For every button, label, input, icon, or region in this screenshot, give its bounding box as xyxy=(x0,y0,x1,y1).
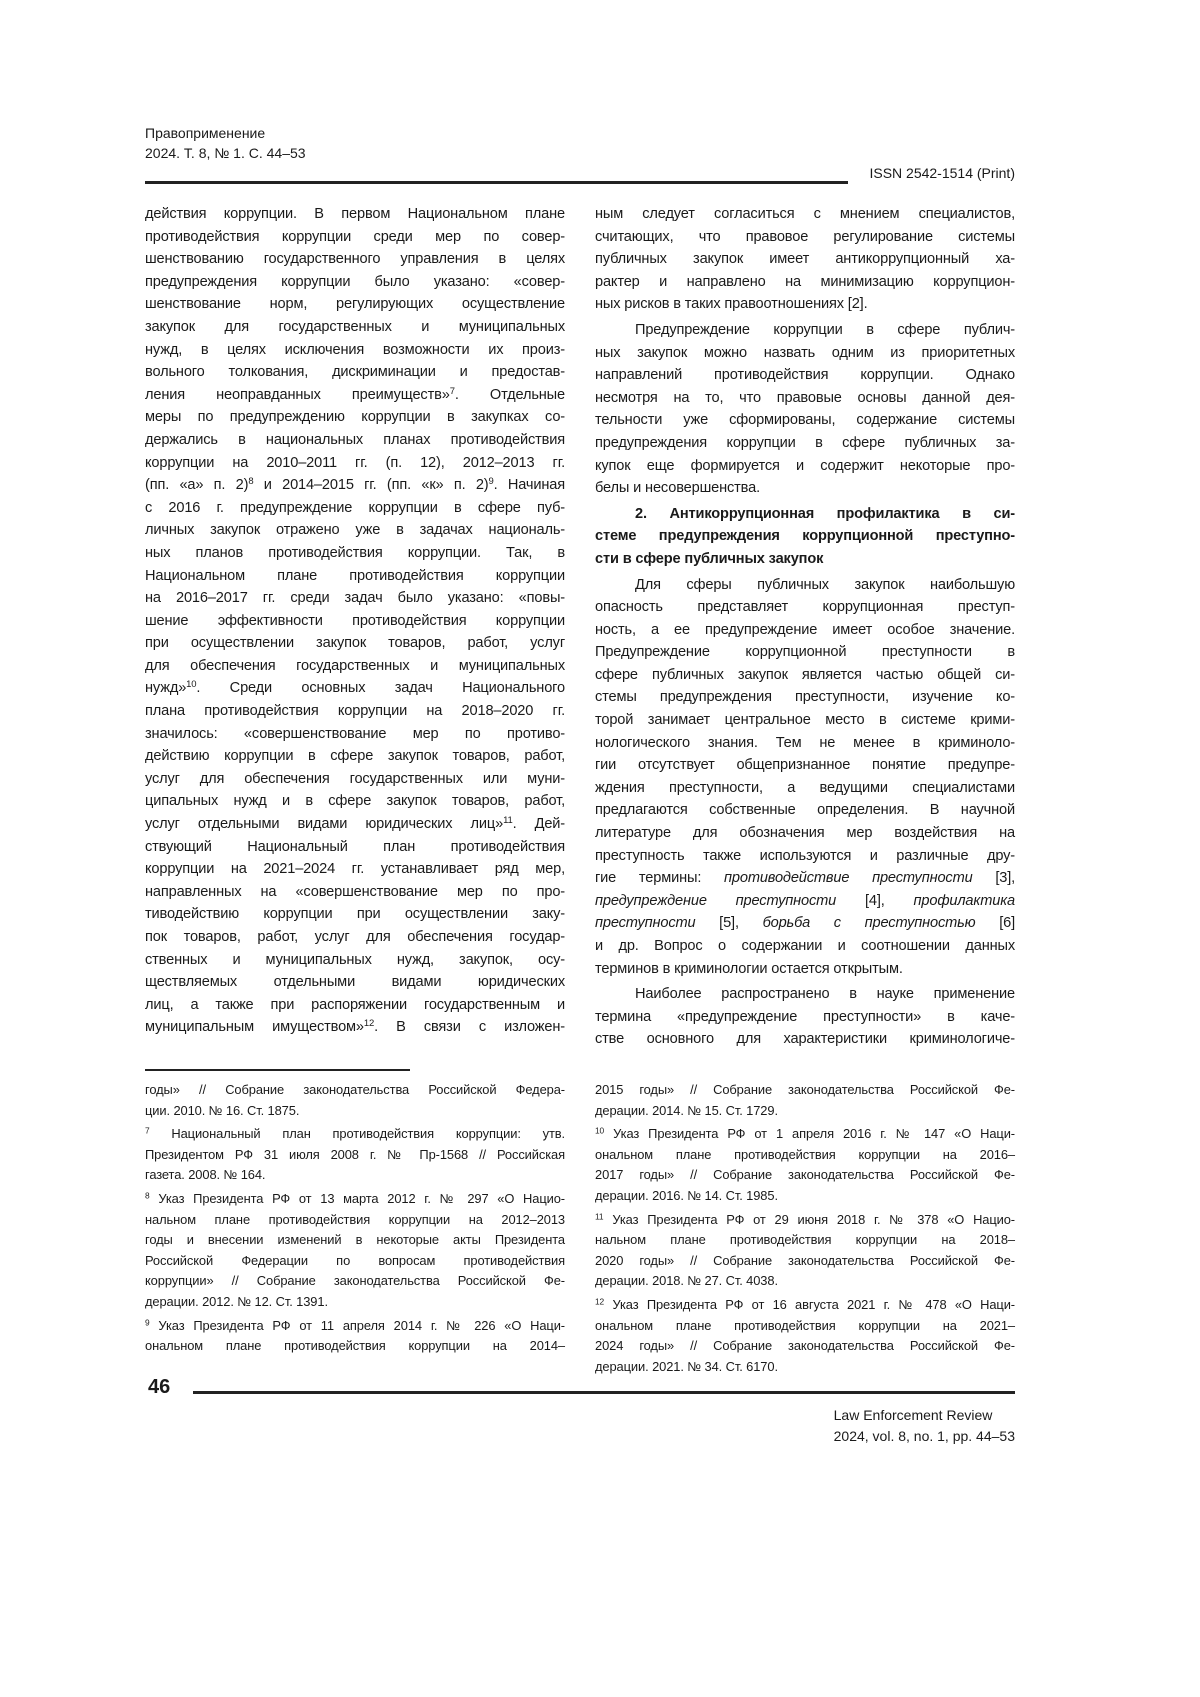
text-line: коррупции на 2021–2024 гг. устанавливает ряд мер, xyxy=(145,858,565,881)
text-line: Президентом РФ 31 июля 2008 г. № Пр-1568 // Российская xyxy=(145,1145,565,1166)
text-line: ональном плане противодействия коррупции на 2014– xyxy=(145,1336,565,1357)
text-line: ность, а ее предупреждение имеет особое значение. xyxy=(595,619,1015,642)
body-left-column xyxy=(145,203,565,1039)
italic-term: преступности xyxy=(595,915,695,931)
text-line: стеме предупреждения коррупционной преступно- xyxy=(595,525,1015,548)
text-line: при осуществлении закупок товаров, работ, услуг xyxy=(145,632,565,655)
footnote-ref: 10 xyxy=(186,679,196,690)
text-line: термина «предупреждение преступности» в каче- xyxy=(595,1006,1015,1029)
text-line: личных закупок отражено уже в задачах националь- xyxy=(145,519,565,542)
footnotes-left xyxy=(145,1080,565,1357)
text-line: торой занимает центральное место в системе крими- xyxy=(595,709,1015,732)
paragraph xyxy=(595,1295,1015,1377)
text-line: газета. 2008. № 164. xyxy=(145,1165,565,1186)
text-line: услуг для обеспечения государственных или муни- xyxy=(145,768,565,791)
text-line: значилось: «совершенствование мер по противо- xyxy=(145,723,565,746)
text-line: нужд»10. Среди основных задач Национального xyxy=(145,677,565,700)
paragraph xyxy=(145,1080,565,1121)
text-line: считающих, что правовое регулирование системы xyxy=(595,226,1015,249)
text-line: дерации. 2016. № 14. Ст. 1985. xyxy=(595,1186,1015,1207)
text-line: вольного толкования, дискриминации и предостав- xyxy=(145,361,565,384)
paragraph xyxy=(145,203,565,1039)
text-line: 11 Указ Президента РФ от 29 июня 2018 г. № 378 «О Нацио- xyxy=(595,1210,1015,1231)
text-line: белы и несовершенства. xyxy=(595,477,1015,500)
text-line: предупреждения коррупции было указано: «совер- xyxy=(145,271,565,294)
footnote-ref: 11 xyxy=(503,815,513,826)
text-line: 2017 годы» // Собрание законодательства Российской Фе- xyxy=(595,1165,1015,1186)
text-line: услуг отдельными видами юридических лиц»11. Дей- xyxy=(145,813,565,836)
text-line: закупок для государственных и муниципальных xyxy=(145,316,565,339)
text-line: Наиболее распространено в науке применение xyxy=(595,983,1015,1006)
italic-term: борьба с преступностью xyxy=(763,915,976,931)
text-line: ствующий Национальный план противодействия xyxy=(145,836,565,859)
text-line: 12 Указ Президента РФ от 16 августа 2021 г. № 478 «О Наци- xyxy=(595,1295,1015,1316)
text-line: 2. Антикоррупционная профилактика в си- xyxy=(595,503,1015,526)
text-line: Предупреждение коррупционной преступности в xyxy=(595,641,1015,664)
paragraph xyxy=(145,1316,565,1357)
italic-term: профилактика xyxy=(914,893,1015,909)
footnote-separator xyxy=(145,1069,410,1071)
text-line: муниципальным имуществом»12. В связи с изложен- xyxy=(145,1016,565,1039)
footnote-ref: 10 xyxy=(595,1126,604,1136)
header-rule xyxy=(145,181,848,184)
text-line: предлагаются собственные определения. В научной xyxy=(595,799,1015,822)
footnote-ref: 9 xyxy=(145,1317,150,1327)
text-line: Предупреждение коррупции в сфере публич- xyxy=(595,319,1015,342)
text-line: дерации. 2018. № 27. Ст. 4038. xyxy=(595,1271,1015,1292)
text-line: 9 Указ Президента РФ от 11 апреля 2014 г. № 226 «О Наци- xyxy=(145,1316,565,1337)
section-heading xyxy=(595,503,1015,571)
text-line: стве основного для характеристики криминологиче- xyxy=(595,1028,1015,1051)
text-line: терминов в криминологии остается открытым. xyxy=(595,958,1015,981)
text-line: сти в сфере публичных закупок xyxy=(595,548,1015,571)
text-line: ления неоправданных преимуществ»7. Отдельные xyxy=(145,384,565,407)
issn: ISSN 2542-1514 (Print) xyxy=(869,163,1015,183)
text-line: годы» // Собрание законодательства Российской Федера- xyxy=(145,1080,565,1101)
text-line: нальном плане противодействия коррупции на 2012–2013 xyxy=(145,1210,565,1231)
text-line: 7 Национальный план противодействия коррупции: утв. xyxy=(145,1124,565,1145)
text-line: направленных на «совершенствование мер по про- xyxy=(145,881,565,904)
text-line: шенствованию государственного управления в целях xyxy=(145,248,565,271)
text-line: держались в национальных планах противодействия xyxy=(145,429,565,452)
text-line: гии отсутствует общепризнанное понятие предупре- xyxy=(595,754,1015,777)
text-line: противодействия коррупции среди мер по совер- xyxy=(145,226,565,249)
text-line: плана противодействия коррупции на 2018–2020 гг. xyxy=(145,700,565,723)
text-line: ных планов противодействия коррупции. Так, в xyxy=(145,542,565,565)
text-line: направлений противодействия коррупции. Однако xyxy=(595,364,1015,387)
page-number: 46 xyxy=(148,1376,170,1399)
text-line: опасность представляет коррупционная преступ- xyxy=(595,596,1015,619)
paragraph xyxy=(595,319,1015,500)
footer-rule xyxy=(193,1391,1015,1394)
text-line: ществляемых отдельными видами юридических xyxy=(145,971,565,994)
text-line: лиц, а также при распоряжении государственным и xyxy=(145,994,565,1017)
journal-title-en: Law Enforcement Review xyxy=(834,1405,1015,1426)
footnote-ref: 7 xyxy=(145,1126,150,1136)
footnote-ref: 9 xyxy=(489,476,494,487)
text-line: дерации. 2014. № 15. Ст. 1729. xyxy=(595,1101,1015,1122)
text-line: 8 Указ Президента РФ от 13 марта 2012 г. № 297 «О Нацио- xyxy=(145,1189,565,1210)
running-footer xyxy=(834,1405,1015,1447)
journal-title: Правоприменение xyxy=(145,123,306,143)
text-line: ных закупок можно назвать одним из приоритетных xyxy=(595,342,1015,365)
paragraph xyxy=(595,1210,1015,1292)
paragraph xyxy=(145,1189,565,1313)
text-line: ции. 2010. № 16. Ст. 1875. xyxy=(145,1101,565,1122)
paragraph xyxy=(145,1124,565,1186)
text-line: 2024 годы» // Собрание законодательства Российской Фе- xyxy=(595,1336,1015,1357)
text-line: с 2016 г. предупреждение коррупции в сфере пуб- xyxy=(145,497,565,520)
footnote-ref: 12 xyxy=(364,1018,374,1029)
text-line: нологического знания. Тем не менее в криминоло- xyxy=(595,732,1015,755)
footnote-ref: 12 xyxy=(595,1296,604,1306)
text-line: 10 Указ Президента РФ от 1 апреля 2016 г. № 147 «О Наци- xyxy=(595,1124,1015,1145)
text-line: ональном плане противодействия коррупции на 2021– xyxy=(595,1316,1015,1337)
text-line: действию коррупции в сфере закупок товаров, работ, xyxy=(145,745,565,768)
text-line: шение эффективности противодействия коррупции xyxy=(145,610,565,633)
italic-term: противодействие преступности xyxy=(724,870,973,886)
text-line: на 2016–2017 гг. среди задач было указано: «повы- xyxy=(145,587,565,610)
text-line: предупреждение преступности [4], профилактика xyxy=(595,890,1015,913)
paragraph xyxy=(595,574,1015,981)
text-line: дерации. 2021. № 34. Ст. 6170. xyxy=(595,1357,1015,1378)
text-line: Для сферы публичных закупок наибольшую xyxy=(595,574,1015,597)
text-line: действия коррупции. В первом Национальном плане xyxy=(145,203,565,226)
issue-info-en: 2024, vol. 8, no. 1, pp. 44–53 xyxy=(834,1426,1015,1447)
paragraph xyxy=(595,1080,1015,1121)
body-right-column xyxy=(595,203,1015,1051)
paragraph xyxy=(595,1124,1015,1206)
issue-info: 2024. Т. 8, № 1. С. 44–53 xyxy=(145,143,306,163)
footnote-ref: 8 xyxy=(145,1190,150,1200)
text-line: ональном плане противодействия коррупции на 2016– xyxy=(595,1145,1015,1166)
text-line: ным следует согласиться с мнением специалистов, xyxy=(595,203,1015,226)
text-line: коррупции на 2010–2011 гг. (п. 12), 2012–2013 гг. xyxy=(145,452,565,475)
running-header xyxy=(145,123,306,163)
footnotes-right xyxy=(595,1080,1015,1377)
text-line: ждения преступности, а ведущими специалистами xyxy=(595,777,1015,800)
text-line: пок товаров, работ, услуг для обеспечения государ- xyxy=(145,926,565,949)
text-line: годы и внесении изменений в некоторые акты Президента xyxy=(145,1230,565,1251)
paragraph xyxy=(595,983,1015,1051)
text-line: Российской Федерации по вопросам противодействия xyxy=(145,1251,565,1272)
text-line: купок еще формируется и содержит некоторые про- xyxy=(595,455,1015,478)
text-line: публичных закупок имеет антикоррупционный ха- xyxy=(595,248,1015,271)
text-line: нальном плане противодействия коррупции на 2018– xyxy=(595,1230,1015,1251)
footnote-ref: 11 xyxy=(595,1211,604,1221)
text-line: дерации. 2012. № 12. Ст. 1391. xyxy=(145,1292,565,1313)
text-line: тиводействию коррупции при осуществлении заку- xyxy=(145,903,565,926)
text-line: ципальных нужд и в сфере закупок товаров, работ, xyxy=(145,790,565,813)
text-line: несмотря на то, что правовые основы данной дея- xyxy=(595,387,1015,410)
text-line: рактер и направлено на минимизацию коррупцион- xyxy=(595,271,1015,294)
text-line: стемы предупреждения преступности, изучение ко- xyxy=(595,686,1015,709)
text-line: для обеспечения государственных и муниципальных xyxy=(145,655,565,678)
footnote-ref: 8 xyxy=(248,476,253,487)
italic-term: предупреждение преступности xyxy=(595,893,836,909)
text-line: Национальном плане противодействия коррупции xyxy=(145,565,565,588)
text-line: 2020 годы» // Собрание законодательства Российской Фе- xyxy=(595,1251,1015,1272)
text-line: нужд, в целях исключения возможности их произ- xyxy=(145,339,565,362)
text-line: сфере публичных закупок является частью общей си- xyxy=(595,664,1015,687)
text-line: шенствование норм, регулирующих осуществление xyxy=(145,293,565,316)
text-line: тельности уже сформированы, содержание системы xyxy=(595,409,1015,432)
text-line: гие термины: противодействие преступности [3], xyxy=(595,867,1015,890)
text-line: (пп. «а» п. 2)8 и 2014–2015 гг. (пп. «к» п. 2)9. Начиная xyxy=(145,474,565,497)
text-line: ственных и муниципальных нужд, закупок, осу- xyxy=(145,949,565,972)
text-line: преступности [5], борьба с преступностью [6] xyxy=(595,912,1015,935)
text-line: литературе для обозначения мер воздействия на xyxy=(595,822,1015,845)
text-line: 2015 годы» // Собрание законодательства Российской Фе- xyxy=(595,1080,1015,1101)
paragraph xyxy=(595,203,1015,316)
text-line: коррупции» // Собрание законодательства Российской Фе- xyxy=(145,1271,565,1292)
text-line: меры по предупреждению коррупции в закупках со- xyxy=(145,406,565,429)
text-line: преступность также используются и различные дру- xyxy=(595,845,1015,868)
footnote-ref: 7 xyxy=(450,386,455,397)
text-line: предупреждения коррупции в сфере публичных за- xyxy=(595,432,1015,455)
text-line: ных рисков в таких правоотношениях [2]. xyxy=(595,293,1015,316)
text-line: и др. Вопрос о содержании и соотношении данных xyxy=(595,935,1015,958)
